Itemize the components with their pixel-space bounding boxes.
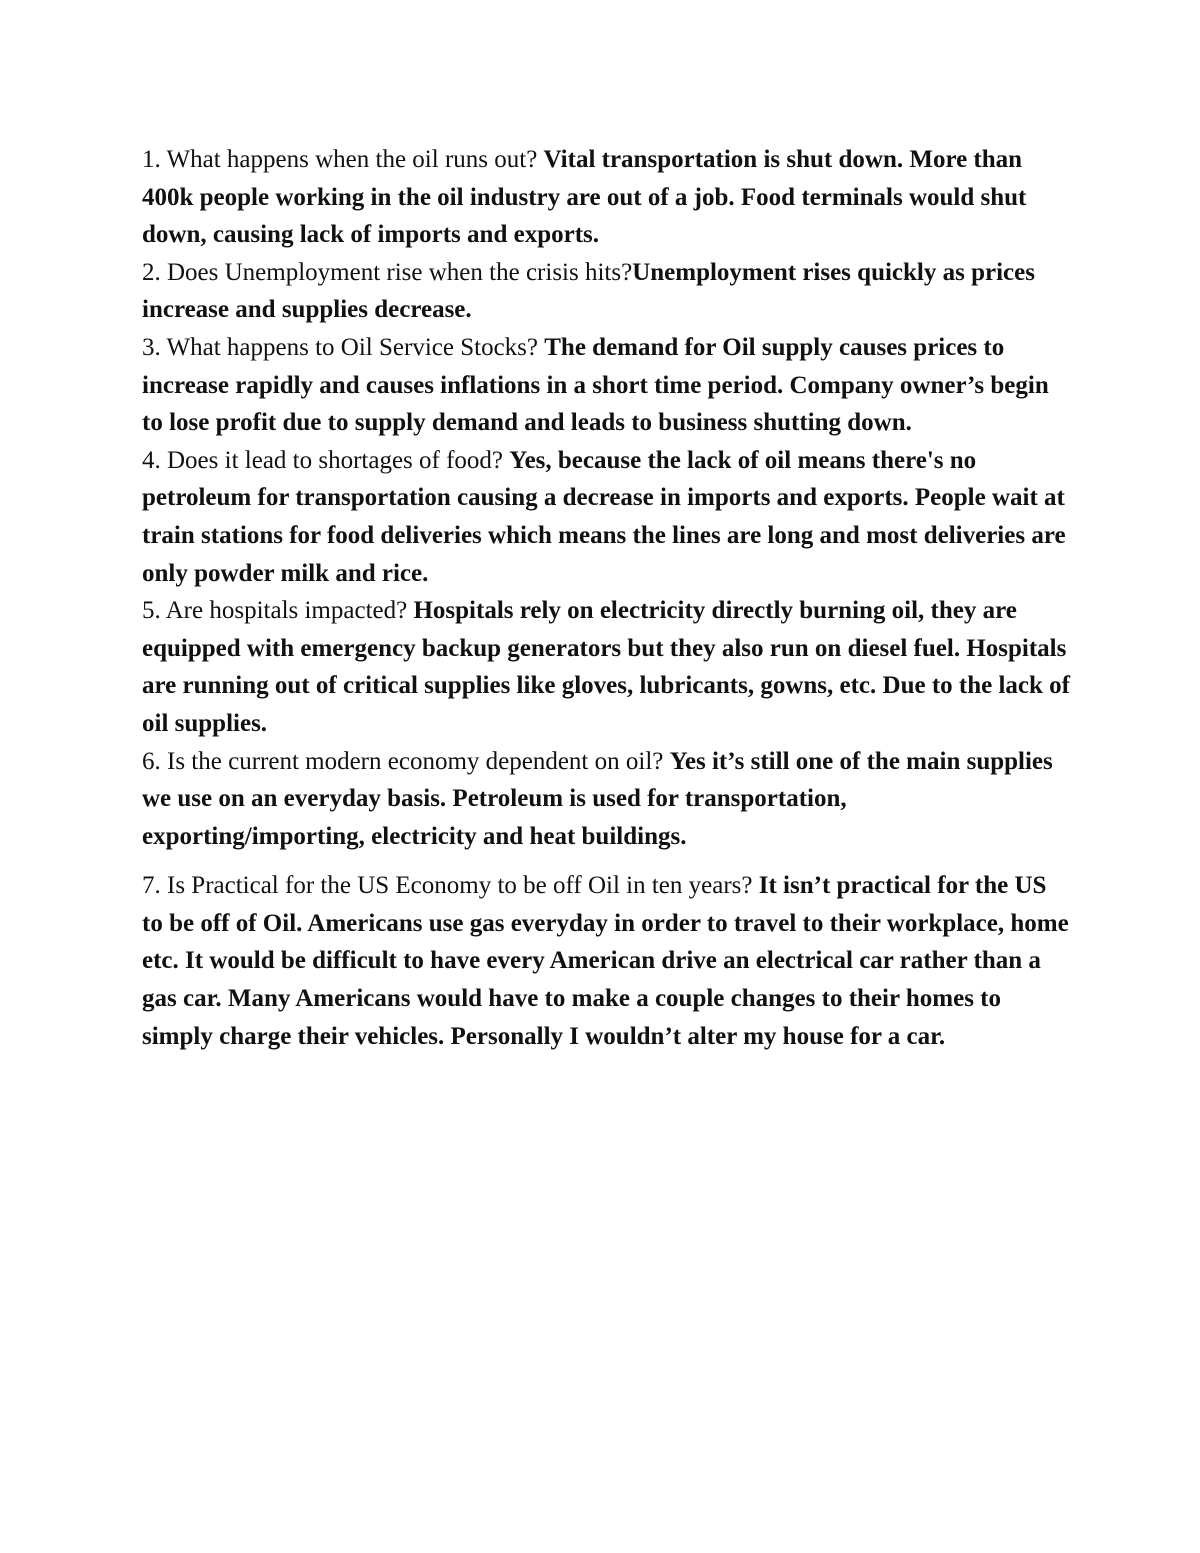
- qa-item-4: [142, 442, 1072, 592]
- question-4: 4. Does it lead to shortages of food?: [142, 446, 510, 474]
- qa-item-5: [142, 592, 1072, 742]
- answer-3: The demand for Oil supply causes prices to increase rapidly and causes inflations in a short time period. Company owner’s begin to lose profit due to supply demand and leads to business shutting down.: [142, 333, 1049, 437]
- qa-item-7: [142, 867, 1072, 1055]
- answer-5: Hospitals rely on electricity directly burning oil, they are equipped with emergency backup generators but they also run on diesel fuel. Hospitals are running out of critical supplies like gloves, lubricants, gowns, etc. Due to the lack of oil supplies.: [142, 597, 1071, 737]
- question-3: 3. What happens to Oil Service Stocks?: [142, 333, 545, 361]
- question-6: 6. Is the current modern economy dependent on oil?: [142, 747, 670, 775]
- answer-4: Yes, because the lack of oil means there's no petroleum for transportation causing a decrease in imports and exports. People wait at train stations for food deliveries which means the lines are long and most deliveries are only powder milk and rice.: [142, 446, 1066, 587]
- answer-1: Vital transportation is shut down. More than 400k people working in the oil industry are out of a job. Food terminals would shut down, causing lack of imports and exports.: [142, 146, 1027, 249]
- question-1: 1. What happens when the oil runs out?: [142, 146, 544, 173]
- qa-item-2: [142, 254, 1072, 329]
- answer-2: Unemployment rises quickly as prices increase and supplies decrease.: [142, 258, 1035, 324]
- question-5: 5. Are hospitals impacted?: [142, 597, 414, 625]
- qa-item-3: [142, 329, 1072, 442]
- question-7: 7. Is Practical for the US Economy to be off Oil in ten years?: [142, 872, 759, 900]
- question-2: 2. Does Unemployment rise when the crisis hits?: [142, 258, 633, 286]
- qa-item-1: [142, 141, 1072, 254]
- document-page: [142, 141, 1072, 1055]
- qa-item-6: [142, 743, 1072, 856]
- answer-7: It isn’t practical for the US to be off of Oil. Americans use gas everyday in order to travel to their workplace, home etc. It would be difficult to have every American drive an electrical car rather than a gas car. Many Americans would have to make a couple changes to their homes to simply charge their vehicles. Personally I wouldn’t alter my house for a car.: [142, 872, 1069, 1050]
- answer-6: Yes it’s still one of the main supplies we use on an everyday basis. Petroleum is used for transportation, exporting/importing, electricity and heat buildings.: [142, 747, 1053, 850]
